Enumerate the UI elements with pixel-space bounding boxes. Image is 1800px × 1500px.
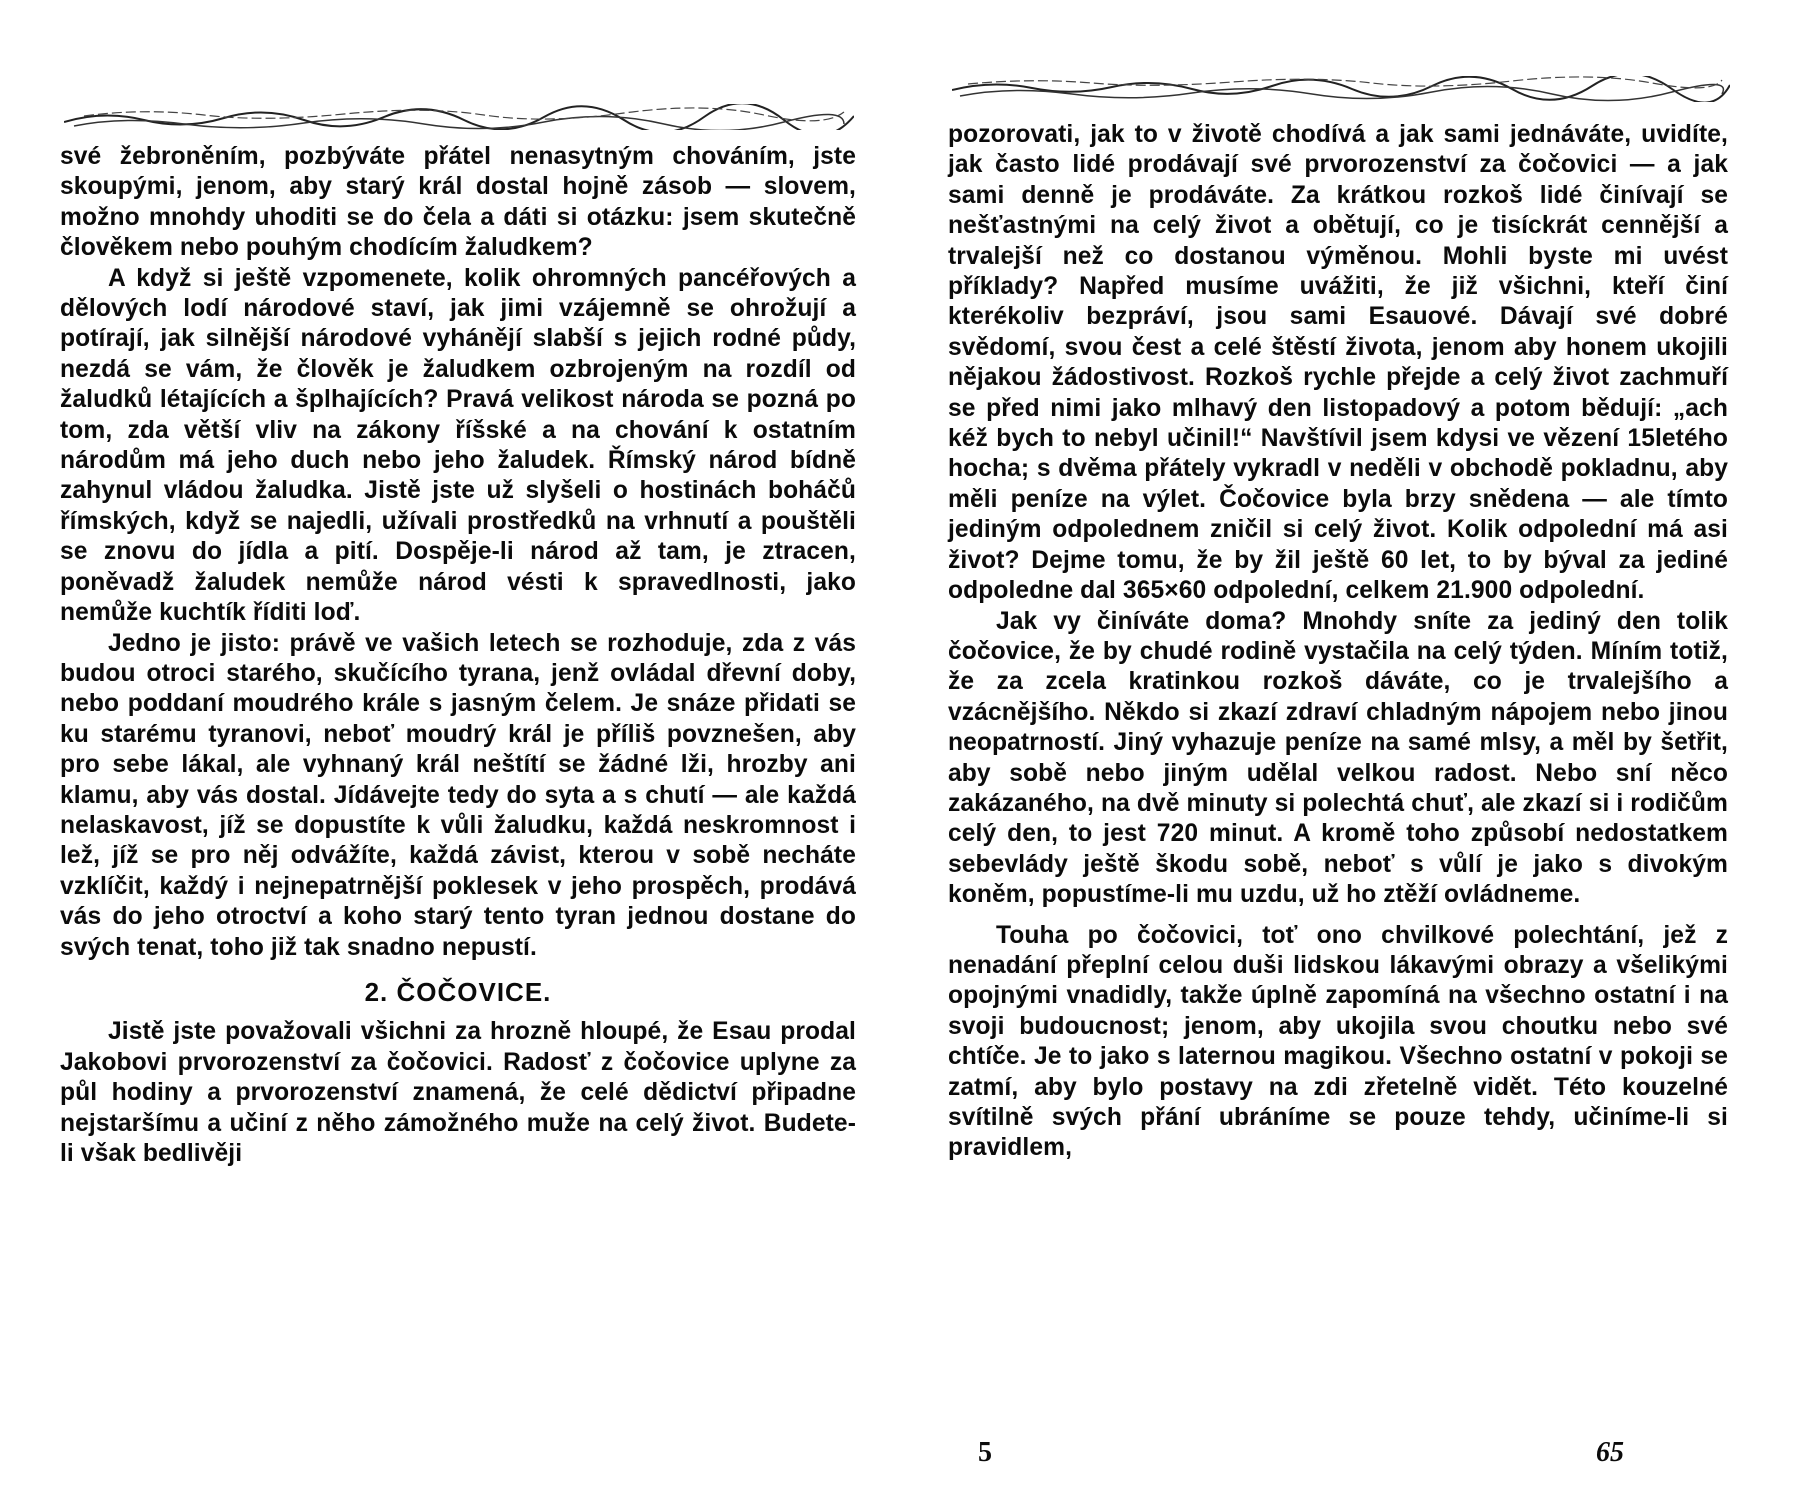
page-number-right: 65 xyxy=(1596,1437,1624,1468)
left-text-column xyxy=(60,142,856,1169)
right-page xyxy=(900,0,1800,1500)
section-heading: 2. ČOČOVICE. xyxy=(364,976,552,1007)
paragraph: své žebroněním, pozbýváte přátel nenasytným chováním, jste skoupými, jenom, aby starý král dostal hojně zásob — slovem, možno mnohdy uhoditi se do čela a dáti si otázku: jsem skutečně člověkem nebo pouhým chodícím žaludkem? xyxy=(60,143,856,262)
paragraph: pozorovati, jak to v životě chodívá a jak sami jednáváte, uvidíte, jak často lidé prodávají své prvorozenství za čočovici — a jak sami denně je prodáváte. Za krátkou rozkoš lidé činívají se nešťastnými na celý život a obětují, co je tisíckrát cennější a trvalejší než co dostanou výměnou. Mohli byste mi uvést příklady? Napřed musíme uvážiti, že již všichni, kteří činí kterékoliv bezpráví, jsou sami Esauové. Dávají své dobré svědomí, svou čest a celé štěstí života, jenom aby honem ukojili nějakou žádostivost. Rozkoš rychle přejde a celý život zachmuří se před nimi jako mlhavý den listopadový a potom bědují: „ach kéž bych to nebyl učinil!“ Navštívil jsem kdysi ve vězení 15letého hocha; s dvěma přátely vykradl v neděli v obchodě pokladnu, aby měli peníze na výlet. Čočovice byla brzy snědena — ale tímto jediným odpolednem zničil si celý život. Kolik odpolední má asi život? Dejme tomu, že by žil ještě 60 let, to by býval za jediné odpoledne dal 365×60 odpolední, celkem 21.900 odpolední. xyxy=(948,121,1728,605)
header-ornament-right xyxy=(952,76,1730,102)
paragraph: Touha po čočovici, toť ono chvilkové polechtání, jež z nenadání přeplní celou duši lidskou lákavými obrazy a všelikými opojnými vnadidly, takže úplně zapomíná na všechno ostatní i na svoji budoucnost; jenom, aby ukojila svou choutku nebo své chtíče. Je to jako s laternou magikou. Všechno ostatní v pokoji se zatmí, aby bylo postavy na zdi zřetelně vidět. Této kouzelné svítilně svých přání ubráníme se pouze tehdy, učiníme-li si pravidlem, xyxy=(948,921,1728,1162)
paragraph: Jistě jste považovali všichni za hrozně hloupé, že Esau prodal Jakobovi prvorozenství za čočovici. Radosť z čočovice uplyne za půl hodiny a prvorozenství znamená, že celé dědictví připadne nejstaršímu a učiní z něho zámožného muže na celý život. Budete-li však bedlivěji xyxy=(60,1018,856,1167)
paragraph: Jedno je jisto: právě ve vašich letech se rozhoduje, zda z vás budou otroci starého, skučícího tyrana, jenž ovládal dřevní doby, nebo poddaní moudrého krále s jasným čelem. Je snáze přidati se ku starému tyranovi, neboť moudrý král je příliš povznešen, aby pro sebe lákal, ale vyhnaný král neštítí se žádné lži, hrozby ani klamu, aby vás dostal. Jídávejte tedy do syta a s chutí — ale každá nelaskavost, jíž se dopustíte k vůli žaludku, každá neskromnost i lež, jíž se pro něj odvážíte, každá závist, kterou v sobě necháte vzklíčit, každý i nejnepatrnější poklesek v jeho prospěch, prodává vás do jeho otroctví a koho starý tento tyran jednou dostane do svých tenat, toho již tak snadno nepustí. xyxy=(60,629,856,961)
paragraph: A když si ještě vzpomenete, kolik ohromných pancéřových a dělových lodí národové staví, jak jimi vzájemně se ohrožují a potírají, jak silnější národové vyhánějí slabší s jejich rodné půdy, nezdá se vám, že člověk je žaludkem ozbrojeným na rozdíl od žaludků létajících a šplhajících? Pravá velikost národa se pozná po tom, zda větší vliv na zákony říšské a na chování k ostatním národům má jeho duch nebo jeho žaludek. Římský národ bídně zahynul vládou žaludka. Jistě jste už slyšeli o hostinách boháčů římských, když se najedli, užívali prostředků na vrhnutí a pouštěli se znovu do jídla a pití. Dospěje-li národ až tam, je ztracen, poněvadž žaludek nemůže národ vésti k spravedlnosti, jako nemůže kuchtík říditi loď. xyxy=(60,264,856,627)
page-number-left: 5 xyxy=(978,1437,992,1468)
right-text-column xyxy=(948,120,1728,1164)
header-ornament-left xyxy=(64,104,854,130)
paragraph: Jak vy činíváte doma? Mnohdy sníte za jediný den tolik čočovice, že by chudé rodině vystačila na celý týden. Míním totiž, že za zcela kratinkou rozkoš dáváte, co je trvalejšího a vzácnějšího. Někdo si zkazí zdraví chladným nápojem nebo jinou neopatrností. Jiný vyhazuje peníze na samé mlsy, a měl by šetřit, aby sobě nebo jiným udělal velkou radost. Nebo sní něco zakázaného, na dvě minuty si polechtá chuť, ale zkazí si i rodičům celý den, to jest 720 minut. A kromě toho způsobí nedostatkem sebevlády ještě škodu sobě, neboť s vůlí je jako s divokým koněm, popustíme-li mu uzdu, už ho ztěží ovládneme. xyxy=(948,607,1728,909)
